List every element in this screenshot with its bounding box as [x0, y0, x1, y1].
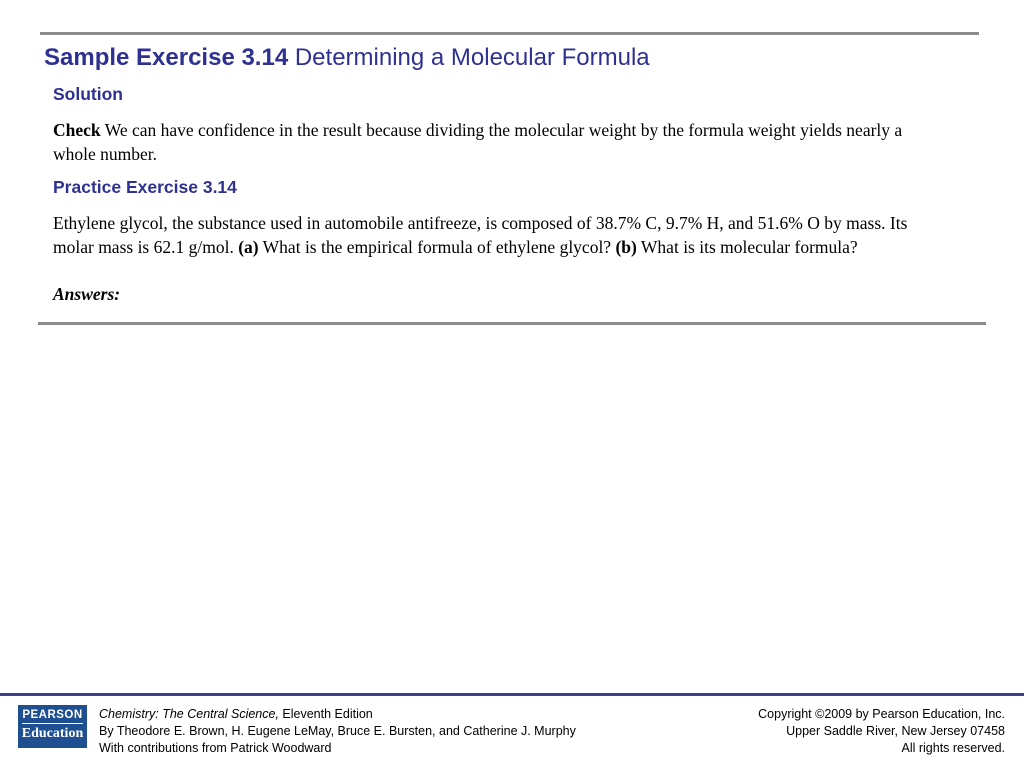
footer-book-line — [99, 706, 576, 723]
check-paragraph — [53, 118, 933, 166]
footer-divider — [0, 693, 1024, 696]
logo-separator — [22, 723, 83, 724]
practice-text: Ethylene glycol, the substance used in automobile antifreeze, is composed of 38.7% C, 9.7% H, and 51.6% O by mass. Its molar mass is 62.1 g/mol. — [53, 213, 908, 257]
answers-label: Answers: — [53, 284, 121, 304]
footer-book-info — [99, 706, 576, 757]
part-b-label: (b) — [615, 237, 637, 257]
title-exercise-number: Sample Exercise 3.14 — [44, 44, 289, 71]
bottom-divider — [38, 322, 986, 325]
pearson-logo — [18, 705, 87, 748]
solution-heading: Solution — [53, 84, 123, 104]
top-divider — [40, 32, 979, 35]
practice-heading: Practice Exercise 3.14 — [53, 177, 237, 197]
logo-text-education: Education — [21, 726, 84, 741]
book-title: Chemistry: The Central Science, — [99, 707, 279, 721]
title-topic: Determining a Molecular Formula — [288, 44, 650, 71]
part-a-label: (a) — [238, 237, 259, 257]
book-edition: Eleventh Edition — [278, 707, 373, 721]
footer-authors: By Theodore E. Brown, H. Eugene LeMay, Bruce E. Bursten, and Catherine J. Murphy — [99, 724, 576, 738]
part-b-question: What is its molecular formula? — [636, 237, 858, 257]
rights-line: All rights reserved. — [901, 741, 1005, 755]
footer-copyright — [758, 706, 1005, 757]
footer-contributions: With contributions from Patrick Woodward — [99, 741, 332, 755]
copyright-line: Copyright ©2009 by Pearson Education, Inc. — [758, 707, 1005, 721]
address-line: Upper Saddle River, New Jersey 07458 — [786, 724, 1005, 738]
check-text: We can have confidence in the result because dividing the molecular weight by the formula weight yields nearly a whole number. — [53, 120, 903, 164]
part-a-question: What is the empirical formula of ethylene glycol? — [258, 237, 616, 257]
page-title — [44, 44, 650, 72]
logo-text-pearson: PEARSON — [22, 709, 83, 721]
practice-paragraph — [53, 211, 933, 259]
check-label: Check — [53, 120, 101, 140]
